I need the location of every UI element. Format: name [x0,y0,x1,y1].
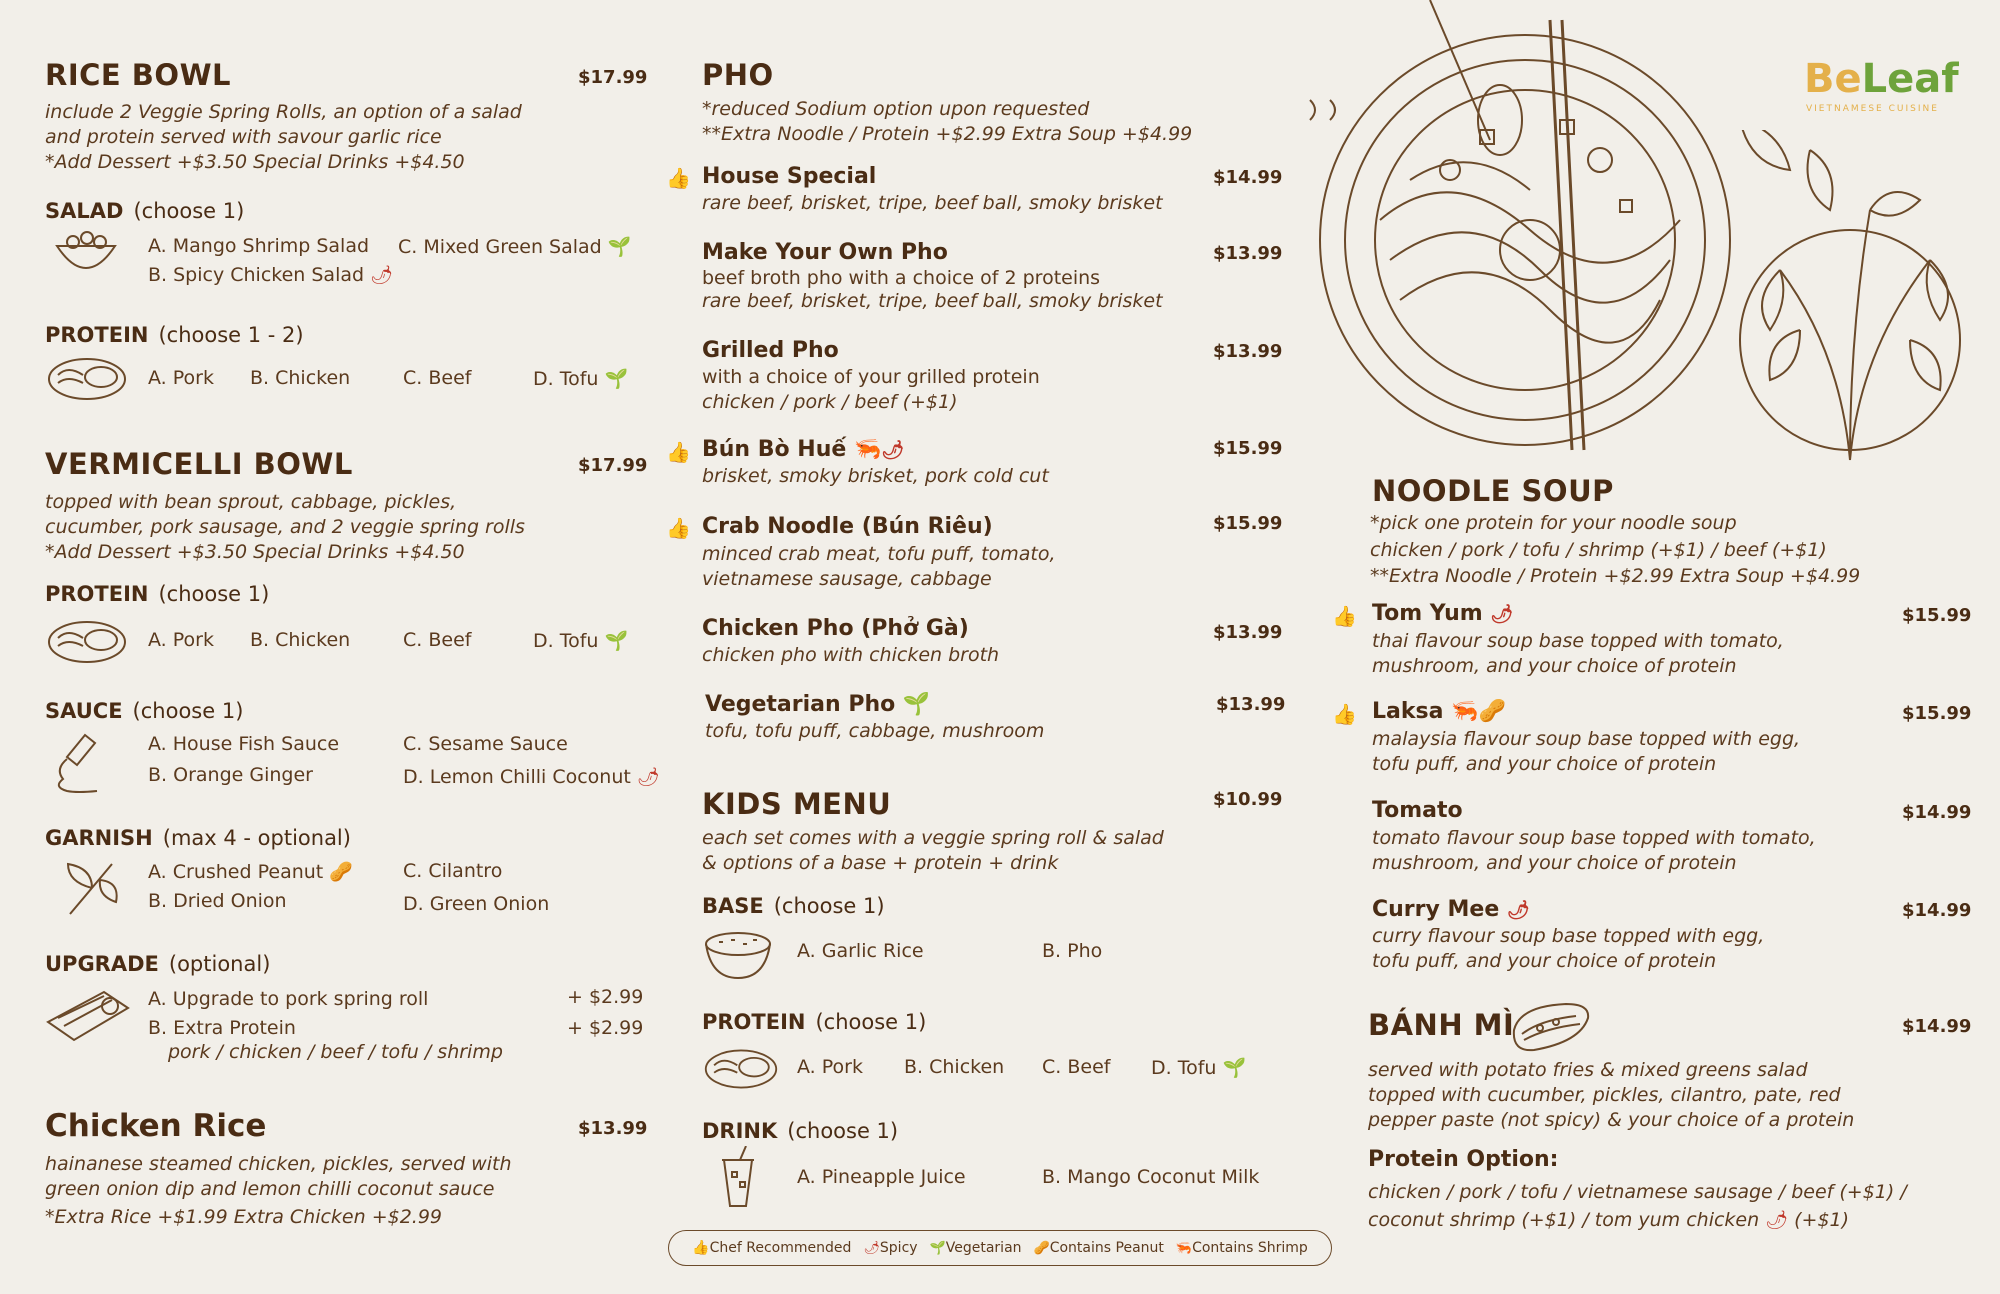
shrimp-icon: 🦐 [1451,699,1479,724]
chicken-rice-price: $13.99 [578,1118,648,1139]
legend-shrimp: 🦐Contains Shrimp [1175,1240,1308,1256]
sauce-heading: SAUCE (choose 1) [45,699,244,723]
kids-drink-a: A. Pineapple Juice [797,1166,966,1188]
garnish-heading: GARNISH (max 4 - optional) [45,826,351,850]
sandwich-icon [1510,1000,1592,1056]
chef-recommended-icon: 👍 [666,518,691,540]
legend-peanut: 🥜Contains Peanut [1033,1240,1164,1256]
chicken-rice-title: Chicken Rice [45,1108,267,1144]
vermicelli-title: VERMICELLI BOWL [45,447,353,481]
kids-drink-heading: DRINK (choose 1) [702,1119,899,1143]
pho-desc: *reduced Sodium option upon requested **Extra Noodle / Protein +$2.99 Extra Soup +$4.99 [702,98,1193,145]
soup-item-price: $14.99 [1902,802,1972,823]
upgrade-heading: UPGRADE (optional) [45,952,271,976]
pho-item-price: $15.99 [1213,513,1283,534]
spring-roll-icon [44,988,132,1044]
vermicelli-desc: topped with bean sprout, cabbage, pickles, cucumber, pork sausage, and 2 veggie spring rolls *Add Dessert +$3.50 Special Drinks +$4.50 [45,491,525,563]
rice-protein-heading: PROTEIN (choose 1 - 2) [45,323,304,347]
legend-spicy: 🌶Spicy [863,1240,918,1256]
spicy-icon: 🌶 [1765,1210,1789,1231]
herbs-illustration [1720,130,1990,500]
garnish-d: D. Green Onion [403,893,550,915]
chef-recommended-icon: 👍 [1332,704,1357,726]
soup-item-desc: tomato flavour soup base topped with tomato, mushroom, and your choice of protein [1372,827,1816,874]
pho-item-name: Grilled Pho [702,338,839,363]
kids-protein-c: C. Beef [1042,1056,1111,1078]
verm-protein-heading: PROTEIN (choose 1) [45,582,270,606]
protein-option-label: Protein Option: [1368,1147,1559,1172]
garnish-b: B. Dried Onion [148,890,287,912]
kids-protein-d: D. Tofu 🌱 [1151,1057,1247,1079]
peanut-icon: 🥜 [1033,1241,1050,1256]
soup-item-name: Tom Yum 🌶 [1372,601,1514,626]
pho-item-desc: beef broth pho with a choice of 2 proteins [702,267,1101,289]
upgrade-a: A. Upgrade to pork spring roll [148,988,429,1010]
vegetarian-icon: 🌱 [604,368,629,390]
pho-item-name: Make Your Own Pho [702,240,948,265]
rice-bowl-price: $17.99 [578,67,648,88]
sauce-d: D. Lemon Chilli Coconut 🌶 [403,766,660,788]
soup-item-price: $15.99 [1902,703,1972,724]
kids-price: $10.99 [1213,789,1283,810]
banh-mi-title: BÁNH MÌ [1368,1008,1515,1042]
spicy-icon: 🌶 [370,265,393,286]
herb-leaf-icon [62,858,120,918]
legend [668,1230,1332,1266]
pho-item-desc: minced crab meat, tofu puff, tomato, vietnamese sausage, cabbage [702,543,1056,590]
meat-icon [46,355,128,403]
verm-protein-b: B. Chicken [250,629,351,651]
kids-protein-a: A. Pork [797,1056,863,1078]
sauce-bottle-icon [55,733,105,795]
soup-item-price: $15.99 [1902,605,1972,626]
rice-salad-option-b: B. Spicy Chicken Salad 🌶 [148,264,393,286]
upgrade-b-price: + $2.99 [567,1017,644,1039]
upgrade-b-sub: pork / chicken / beef / tofu / shrimp [168,1041,503,1063]
pho-item-price: $14.99 [1213,167,1283,188]
rice-bowl-title: RICE BOWL [45,58,232,92]
vegetarian-icon: 🌱 [902,692,931,717]
peanut-icon: 🥜 [329,861,353,883]
verm-protein-a: A. Pork [148,629,214,651]
pho-item-price: $13.99 [1213,622,1283,643]
pho-item-desc: rare beef, brisket, tripe, beef ball, smoky brisket [702,192,1163,214]
kids-desc: each set comes with a veggie spring roll & salad & options of a base + protein + drink [702,827,1164,874]
protein-options: chicken / pork / tofu / vietnamese sausage / beef (+$1) / coconut shrimp (+$1) / tom yum chicken 🌶 (+$1) [1368,1181,1907,1231]
kids-protein-b: B. Chicken [904,1056,1005,1078]
kids-base-b: B. Pho [1042,940,1103,962]
kids-protein-heading: PROTEIN (choose 1) [702,1010,927,1034]
sauce-c: C. Sesame Sauce [403,733,568,755]
rice-protein-b: B. Chicken [250,367,351,389]
pho-item-desc: chicken / pork / beef (+$1) [702,391,958,413]
vegetarian-icon: 🌱 [607,236,632,258]
soup-item-desc: thai flavour soup base topped with tomato, mushroom, and your choice of protein [1372,630,1784,677]
soup-item-name: Curry Mee 🌶 [1372,897,1530,922]
kids-title: KIDS MENU [702,787,892,821]
soup-item-price: $14.99 [1902,900,1972,921]
vegetarian-icon: 🌱 [929,1241,946,1256]
chef-recommended-icon: 👍 [666,442,691,464]
vermicelli-price: $17.99 [578,455,648,476]
upgrade-a-price: + $2.99 [567,986,644,1008]
spicy-icon: 🌶 [1506,900,1530,921]
pho-item-name: Crab Noodle (Bún Riêu) [702,514,993,539]
chef-recommended-icon: 👍 [666,168,691,190]
pho-item-desc: chicken pho with chicken broth [702,644,1000,666]
rice-salad-option-a: A. Mango Shrimp Salad [148,235,370,257]
vegetarian-icon: 🌱 [604,630,629,652]
pho-item-price: $13.99 [1213,341,1283,362]
pho-item-desc: with a choice of your grilled protein [702,366,1040,388]
legend-veg: 🌱Vegetarian [929,1240,1022,1256]
pho-item-price: $13.99 [1213,243,1283,264]
soup-item-name: Laksa 🦐🥜 [1372,699,1506,724]
pho-item-name: Chicken Pho (Phở Gà) [702,616,969,641]
garnish-c: C. Cilantro [403,860,503,882]
chicken-rice-desc: hainanese steamed chicken, pickles, served with green onion dip and lemon chilli coconut sauce *Extra Rice +$1.99 Extra Chicken +$2.99 [45,1153,512,1228]
garnish-a: A. Crushed Peanut 🥜 [148,861,353,883]
pho-item-name: Bún Bò Huế 🦐🌶 [702,437,905,462]
drink-cup-icon [720,1146,756,1208]
spicy-icon: 🌶 [881,440,905,461]
legend-chef: 👍Chef Recommended [692,1240,852,1256]
rice-protein-c: C. Beef [403,367,472,389]
pho-item-desc: tofu, tofu puff, cabbage, mushroom [705,720,1045,742]
brand-logo: BeLeaf [1804,56,1959,102]
kids-drink-b: B. Mango Coconut Milk [1042,1166,1260,1188]
rice-protein-a: A. Pork [148,367,214,389]
sauce-b: B. Orange Ginger [148,764,313,786]
rice-salad-option-c: C. Mixed Green Salad 🌱 [398,236,632,258]
pho-item-price: $15.99 [1213,438,1283,459]
meat-icon [46,618,128,666]
kids-base-heading: BASE (choose 1) [702,894,885,918]
meat-icon [703,1046,779,1092]
pho-item-price: $13.99 [1216,694,1286,715]
noodle-soup-title: NOODLE SOUP [1372,474,1614,508]
pho-item-desc: rare beef, brisket, tripe, beef ball, smoky brisket [702,290,1163,312]
peanut-icon: 🥜 [1478,699,1506,724]
spicy-icon: 🌶 [1490,604,1514,625]
spicy-icon: 🌶 [636,767,660,788]
banh-mi-price: $14.99 [1902,1016,1972,1037]
pho-item-name: Vegetarian Pho 🌱 [705,692,931,717]
salad-bowl-icon [55,230,117,276]
shrimp-icon: 🦐 [1175,1241,1193,1256]
sauce-a: A. House Fish Sauce [148,733,340,755]
chef-recommended-icon: 👍 [1332,606,1357,628]
rice-salad-heading: SALAD (choose 1) [45,199,245,223]
banh-mi-desc: served with potato fries & mixed greens salad topped with cucumber, pickles, cilantro, pate, red pepper paste (not spicy) & your choice of a protein [1368,1059,1855,1131]
pho-item-name: House Special [702,164,877,189]
verm-protein-c: C. Beef [403,629,472,651]
shrimp-icon: 🦐 [853,437,882,462]
rice-bowl-desc: include 2 Veggie Spring Rolls, an option of a salad and protein served with savour garlic rice *Add Dessert +$3.50 Special Drinks +$4.50 [45,101,522,173]
soup-item-desc: curry flavour soup base topped with egg, tofu puff, and your choice of protein [1372,925,1765,972]
upgrade-b: B. Extra Protein [148,1017,296,1039]
pho-title: PHO [702,58,774,92]
pho-bowl-illustration [1300,0,1760,470]
soup-item-desc: malaysia flavour soup base topped with egg, tofu puff, and your choice of protein [1372,728,1801,775]
vegetarian-icon: 🌱 [1222,1057,1247,1079]
soup-item-name: Tomato [1372,798,1463,823]
rice-bowl-icon [703,930,773,982]
verm-protein-d: D. Tofu 🌱 [533,630,629,652]
brand-subtitle: VIETNAMESE CUISINE [1806,104,1939,114]
chef-recommended-icon: 👍 [692,1240,710,1256]
rice-protein-d: D. Tofu 🌱 [533,368,629,390]
kids-base-a: A. Garlic Rice [797,940,924,962]
spicy-icon: 🌶 [863,1241,880,1256]
pho-item-desc: brisket, smoky brisket, pork cold cut [702,465,1049,487]
noodle-soup-desc: *pick one protein for your noodle soup chicken / pork / tofu / shrimp (+$1) / beef (+$1) **Extra Noodle / Protein +$2.99 Extra Soup +$4.99 [1370,512,1861,587]
